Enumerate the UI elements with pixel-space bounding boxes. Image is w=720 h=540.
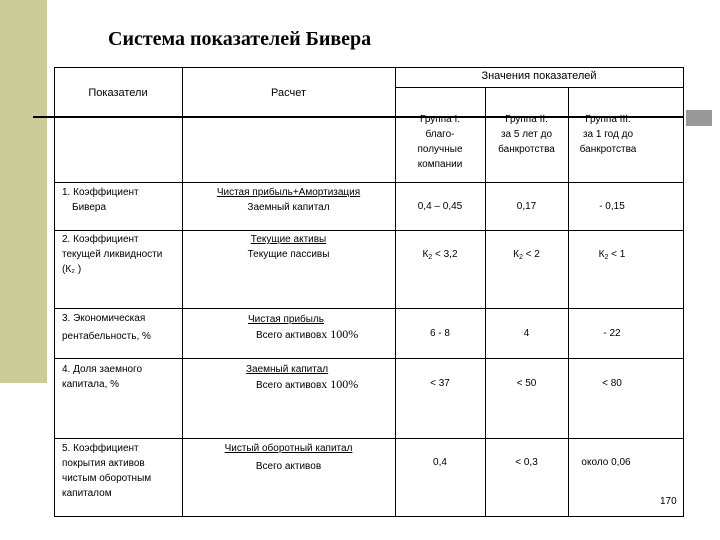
slide-title: Система показателей Бивера	[108, 28, 372, 50]
row1-indicator: 1. Коэффициент Бивера	[62, 187, 139, 213]
header-group1: Группа I: благо- получные компании	[417, 114, 463, 170]
header-values: Значения показателей	[481, 70, 597, 82]
row2-group1-value: $К_2 < 3,2$	[422, 249, 458, 261]
header-calculation: Расчет	[271, 87, 306, 99]
row1-group1-value: 0,4 – 0,45	[417, 201, 463, 212]
row4-indicator: 4. Доля заемного капитала, %	[62, 364, 143, 390]
row1-formula: Чистая прибыль+Амортизация Заемный капитал	[216, 187, 361, 213]
row4-multiplier: x 100%	[321, 377, 359, 391]
row4-group2-value: < 50	[516, 378, 537, 389]
row4-group3-value: < 80	[602, 378, 622, 389]
row3-group2-value: 4	[523, 328, 530, 339]
row2-group3-value: $К_2 < 1$	[598, 249, 626, 261]
row3-formula: Чистая прибыль Всего активовx 100%	[248, 314, 359, 341]
header-group2: Группа II: за 5 лет до банкротства	[498, 114, 555, 155]
row5-group1-value: 0,4	[433, 457, 447, 468]
row5-formula: Чистый оборотный капитал Всего активов	[224, 443, 353, 472]
decorative-sidebar	[0, 0, 47, 383]
row3-multiplier: x 100%	[321, 327, 359, 341]
row4-formula: Заемный капитал Всего активовx 100%	[246, 364, 359, 391]
row5-indicator: 5. Коэффициент покрытия активов чистым оборотным капиталом	[62, 443, 152, 499]
row3-group3-value: - 22	[603, 328, 621, 339]
row1-group2-value: 0,17	[516, 201, 537, 212]
header-group3: Группа III: за 1 год до банкротства	[579, 114, 637, 155]
row4-group1-value: < 37	[430, 378, 450, 389]
row1-group3-value: - 0,15	[599, 201, 625, 212]
row5-group3-value: около 0,06	[581, 457, 631, 468]
row2-indicator: 2. Коэффициент текущей ликвидности (К₂ )	[62, 234, 163, 275]
row3-group1-value: 6 - 8	[429, 328, 450, 339]
row3-indicator: 3. Экономическая рентабельность, %	[62, 313, 151, 342]
row2-group2-value: $К_2 < 2$	[513, 249, 540, 261]
page-number: 170	[660, 496, 677, 507]
row5-group2-value: < 0,3	[515, 457, 538, 468]
decorative-gray-block	[686, 110, 712, 126]
header-indicators: Показатели	[88, 87, 148, 99]
row2-formula: Текущие активы Текущие пассивы	[247, 234, 330, 260]
